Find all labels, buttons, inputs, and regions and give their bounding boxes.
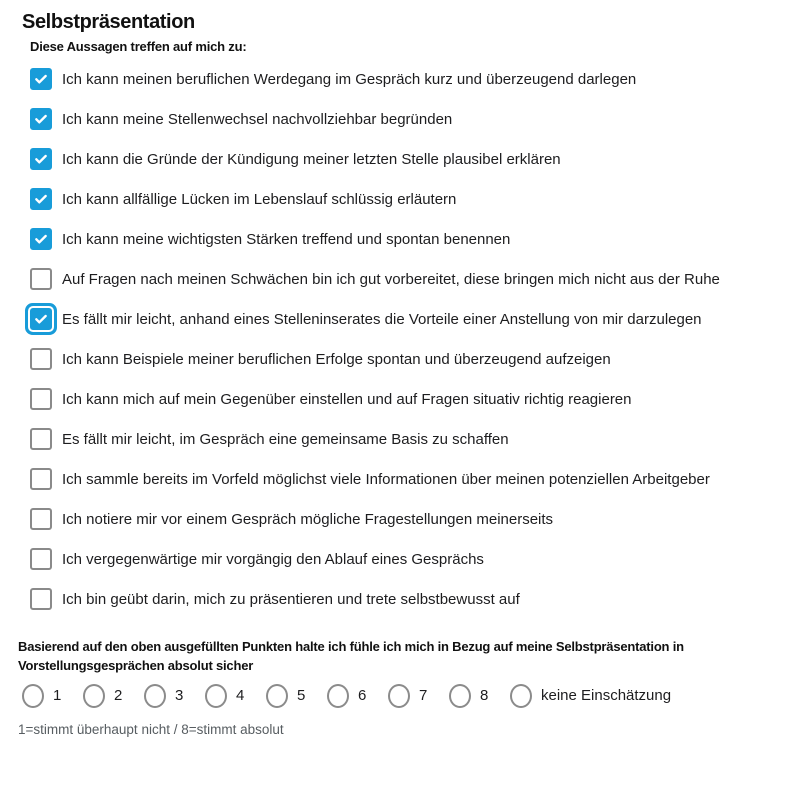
checklist-subtitle: Diese Aussagen treffen auf mich zu:	[30, 39, 247, 54]
statement-checkbox[interactable]	[30, 548, 52, 570]
checklist-item	[30, 266, 789, 293]
statement-label: Ich notiere mir vor einem Gespräch mögliche Fragestellungen meinerseits	[62, 511, 554, 528]
statement-checkbox[interactable]	[30, 388, 52, 410]
scale-note: 1=stimmt überhaupt nicht / 8=stimmt absolut	[18, 722, 284, 737]
statement-checkbox[interactable]	[30, 588, 52, 610]
radio-button[interactable]	[144, 684, 166, 708]
statement-label: Ich kann meine wichtigsten Stärken treffend und spontan benennen	[62, 231, 511, 248]
statement-label: Ich kann allfällige Lücken im Lebenslauf schlüssig erläutern	[62, 191, 457, 208]
statement-label: Ich kann meine Stellenwechsel nachvollziehbar begründen	[62, 111, 453, 128]
rating-options	[22, 684, 789, 708]
checklist-item	[30, 186, 789, 213]
statement-label: Auf Fragen nach meinen Schwächen bin ich gut vorbereitet, diese bringen mich nicht aus der Ruhe	[62, 271, 720, 288]
statement-checkbox[interactable]	[30, 108, 52, 130]
checklist-item	[30, 106, 789, 133]
rating-option[interactable]	[266, 684, 327, 708]
statement-label: Ich kann Beispiele meiner beruflichen Erfolge spontan und überzeugend aufzeigen	[62, 351, 611, 368]
rating-option[interactable]	[388, 684, 449, 708]
statement-label: Ich sammle bereits im Vorfeld möglichst viele Informationen über meinen potenziellen Arbeitgeber	[62, 471, 710, 488]
radio-button[interactable]	[510, 684, 532, 708]
radio-label: 4	[236, 687, 245, 704]
rating-option[interactable]	[22, 684, 83, 708]
statement-label: Ich kann die Gründe der Kündigung meiner letzten Stelle plausibel erklären	[62, 151, 561, 168]
checkmark-icon	[33, 191, 49, 207]
radio-label: 3	[175, 687, 184, 704]
statement-checkbox[interactable]	[30, 308, 52, 330]
statement-checkbox[interactable]	[30, 268, 52, 290]
checkmark-icon	[33, 311, 49, 327]
radio-button[interactable]	[449, 684, 471, 708]
checklist-item	[30, 346, 789, 373]
checklist-item	[30, 146, 789, 173]
radio-button[interactable]	[327, 684, 349, 708]
checklist-item	[30, 226, 789, 253]
radio-label: 1	[53, 687, 62, 704]
statement-checkbox[interactable]	[30, 228, 52, 250]
rating-option[interactable]	[449, 684, 510, 708]
rating-option[interactable]	[205, 684, 266, 708]
radio-button[interactable]	[388, 684, 410, 708]
statement-label: Es fällt mir leicht, anhand eines Stelleninserates die Vorteile einer Anstellung von mir darzulegen	[62, 311, 702, 328]
radio-label: 6	[358, 687, 367, 704]
radio-label: 8	[480, 687, 489, 704]
checkmark-icon	[33, 231, 49, 247]
radio-button[interactable]	[22, 684, 44, 708]
statement-checkbox[interactable]	[30, 348, 52, 370]
statement-label: Ich bin geübt darin, mich zu präsentieren und trete selbstbewusst auf	[62, 591, 520, 608]
rating-question: Basierend auf den oben ausgefüllten Punkten halte ich fühle ich mich in Bezug auf meine Selbstpräsentation in Vorstellungsgesprächen absolut sicher	[18, 639, 684, 673]
checklist-item	[30, 546, 789, 573]
statement-label: Es fällt mir leicht, im Gespräch eine gemeinsame Basis zu schaffen	[62, 431, 509, 448]
checklist-item	[30, 586, 789, 613]
checklist-item	[30, 306, 789, 333]
rating-option[interactable]	[327, 684, 388, 708]
radio-label: 2	[114, 687, 123, 704]
statement-checkbox[interactable]	[30, 468, 52, 490]
checkmark-icon	[33, 71, 49, 87]
statement-label: Ich kann mich auf mein Gegenüber einstellen und auf Fragen situativ richtig reagieren	[62, 391, 632, 408]
statement-label: Ich vergegenwärtige mir vorgängig den Ablauf eines Gesprächs	[62, 551, 484, 568]
checkmark-icon	[33, 111, 49, 127]
statement-checkbox[interactable]	[30, 148, 52, 170]
statement-label: Ich kann meinen beruflichen Werdegang im Gespräch kurz und überzeugend darlegen	[62, 71, 637, 88]
checklist-item	[30, 426, 789, 453]
radio-label: 5	[297, 687, 306, 704]
checklist-item	[30, 506, 789, 533]
checkmark-icon	[33, 151, 49, 167]
radio-button[interactable]	[83, 684, 105, 708]
radio-button[interactable]	[205, 684, 227, 708]
statement-checkbox[interactable]	[30, 68, 52, 90]
rating-option[interactable]	[83, 684, 144, 708]
rating-option[interactable]	[144, 684, 205, 708]
checklist	[30, 66, 789, 613]
statement-checkbox[interactable]	[30, 508, 52, 530]
statement-checkbox[interactable]	[30, 428, 52, 450]
checklist-item	[30, 466, 789, 493]
radio-label: keine Einschätzung	[541, 687, 672, 704]
rating-option[interactable]	[510, 684, 671, 708]
page-title: Selbstpräsentation	[22, 11, 195, 33]
radio-button[interactable]	[266, 684, 288, 708]
checklist-item	[30, 66, 789, 93]
checklist-item	[30, 386, 789, 413]
statement-checkbox[interactable]	[30, 188, 52, 210]
radio-label: 7	[419, 687, 428, 704]
